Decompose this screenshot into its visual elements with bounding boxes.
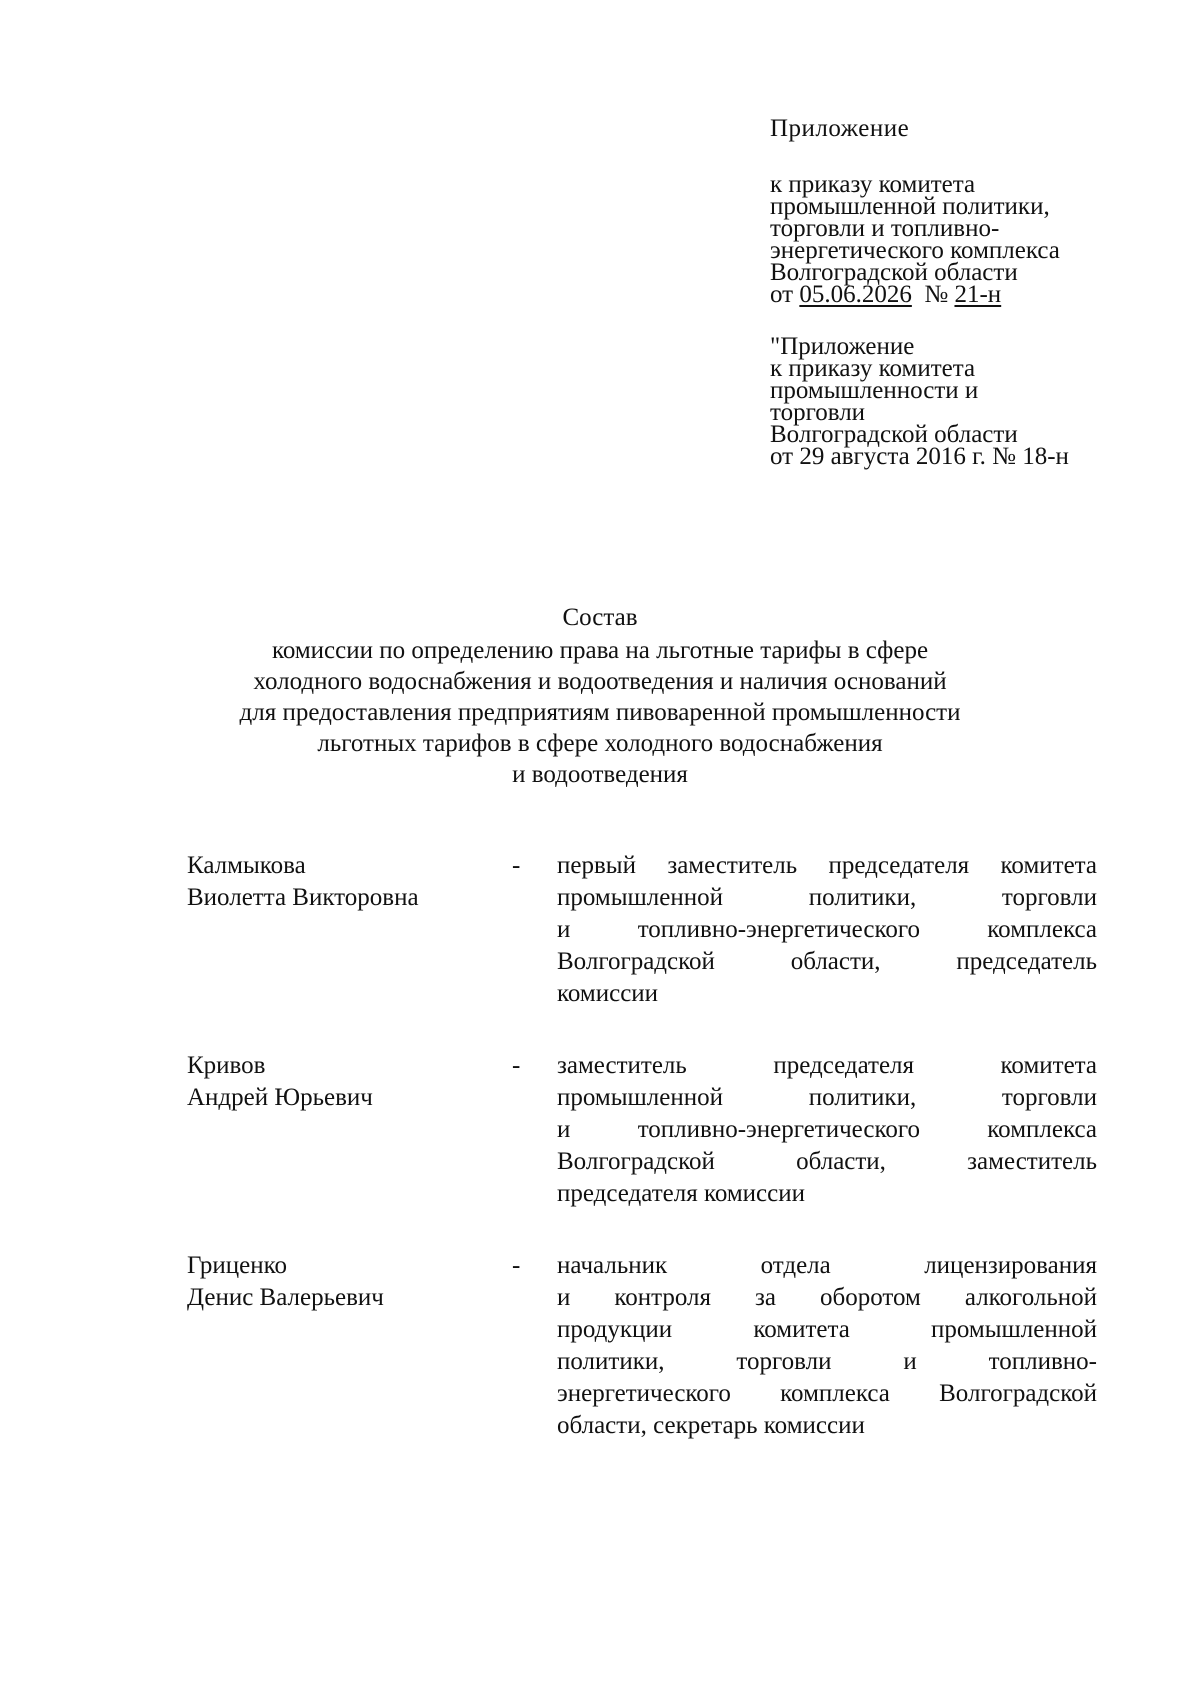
role-line: области, секретарь комиссии [557,1412,865,1439]
role-line: председателя комиссии [557,1180,805,1207]
heading-line: льготных тарифов в сфере холодного водоснабжения [317,730,883,757]
current-order-reference [770,171,1069,308]
prev-order-line: Волгоградской области [770,421,1018,448]
heading-line: и водоотведения [512,761,688,788]
order-number-prefix: № [924,281,949,308]
order-line: Волгоградской области [770,259,1018,286]
member-given-names: Андрей Юрьевич [187,1084,373,1111]
order-line: к приказу комитета [770,171,976,198]
member-role [557,850,1097,1010]
member-entry [187,850,1097,1010]
role-line: начальник отдела лицензирования [557,1252,1097,1279]
heading-line: холодного водоснабжения и водоотведения и наличия оснований [253,668,947,695]
member-entry [187,1050,1097,1210]
role-line: промышленной политики, торговли [557,1084,1097,1111]
previous-order-reference [770,333,1069,470]
role-line: первый заместитель председателя комитета [557,852,1097,879]
member-name [187,850,487,914]
order-line: энергетического комплекса [770,237,1060,264]
member-name [187,1250,487,1314]
role-line: Волгоградской области, заместитель [557,1148,1097,1175]
prev-order-line: торговли [770,399,866,426]
member-role [557,1050,1097,1210]
member-given-names: Денис Валерьевич [187,1284,384,1311]
member-entry [187,1250,1097,1442]
member-role [557,1250,1097,1442]
heading-line: для предоставления предприятиям пивоваренной промышленности [239,699,961,726]
order-date-prefix: от [770,281,794,308]
member-dash: - [512,1052,521,1079]
appendix-title: Приложение [770,115,910,142]
prev-order-line: от 29 августа 2016 г. № 18-н [770,443,1069,470]
heading-title: Состав [562,604,638,631]
role-line: энергетического комплекса Волгоградской [557,1380,1097,1407]
member-dash: - [512,1252,521,1279]
prev-order-line: к приказу комитета [770,355,976,382]
prev-order-line: "Приложение [770,333,915,360]
role-line: комиссии [557,980,659,1007]
role-line: и топливно-энергетического комплекса [557,916,1097,943]
prev-order-line: промышленности и [770,377,979,404]
role-line: и контроля за оборотом алкогольной [557,1284,1097,1311]
order-date: 05.06.2026 [799,281,912,308]
role-line: продукции комитета промышленной [557,1316,1097,1343]
member-surname: Гриценко [187,1252,287,1279]
role-line: политики, торговли и топливно- [557,1348,1097,1375]
appendix-header [770,115,1069,498]
document-heading [150,602,1050,790]
order-number: 21-н [954,281,1002,308]
order-line: торговли и топливно- [770,215,1000,242]
member-surname: Калмыкова [187,852,306,879]
member-dash: - [512,852,521,879]
order-date-number-line [770,281,1069,308]
role-line: промышленной политики, торговли [557,884,1097,911]
role-line: Волгоградской области, председатель [557,948,1097,975]
commission-members-list [187,850,1097,1482]
order-line: промышленной политики, [770,193,1050,220]
heading-line: комиссии по определению права на льготные тарифы в сфере [271,637,929,664]
member-surname: Кривов [187,1052,266,1079]
member-given-names: Виолетта Викторовна [187,884,419,911]
role-line: заместитель председателя комитета [557,1052,1097,1079]
role-line: и топливно-энергетического комплекса [557,1116,1097,1143]
member-name [187,1050,487,1114]
